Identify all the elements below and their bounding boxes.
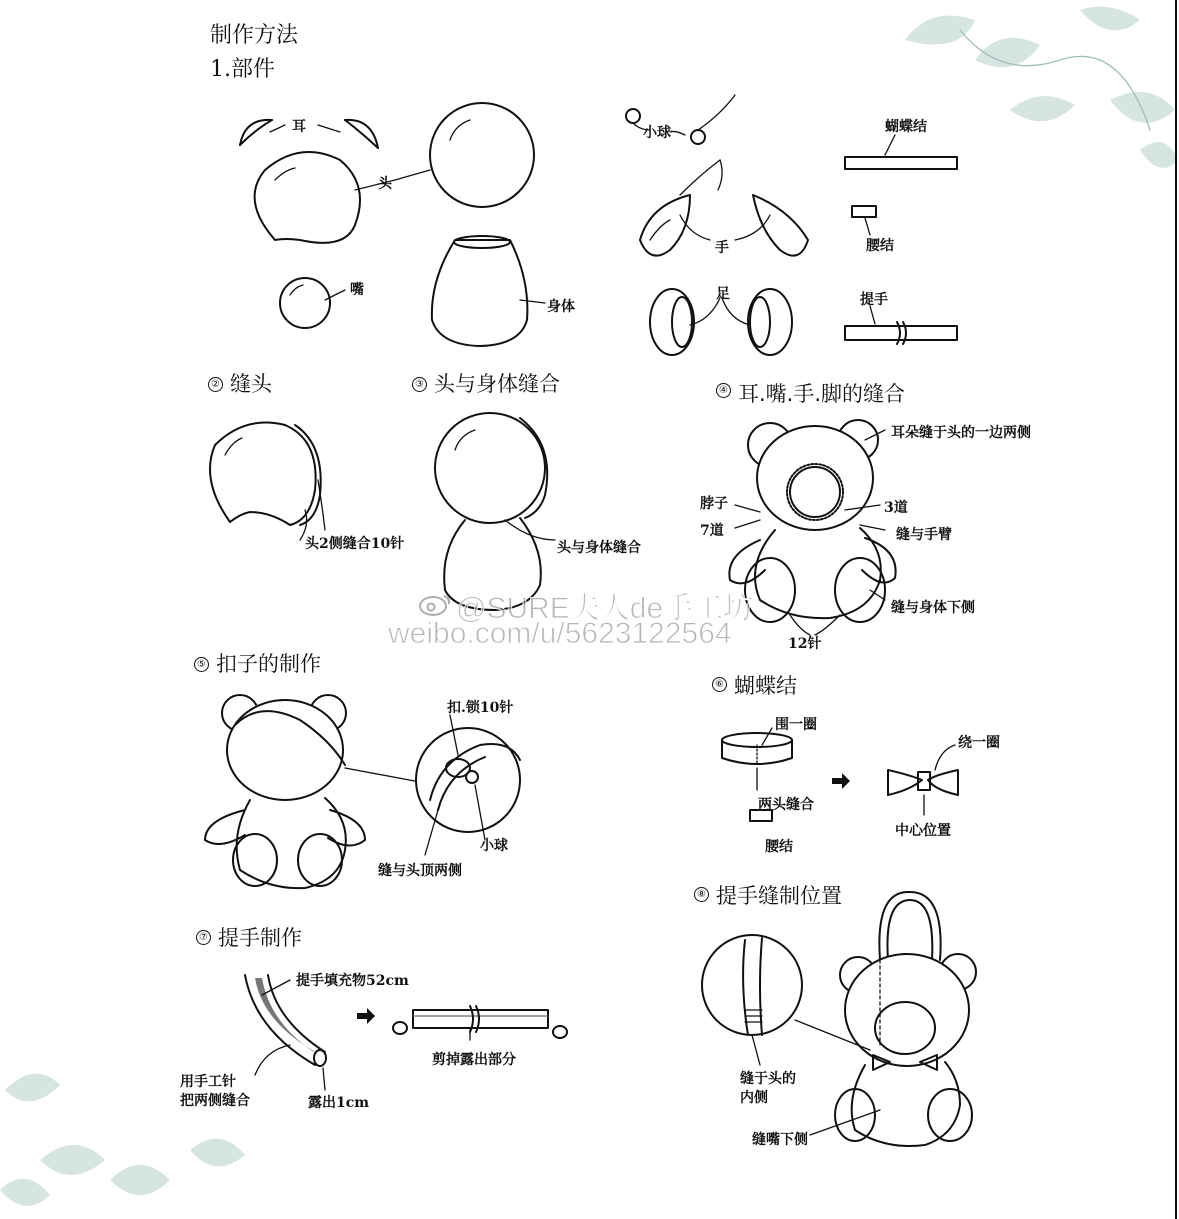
step2-number: ② bbox=[208, 377, 223, 392]
step8-number: ⑧ bbox=[694, 887, 709, 902]
step6-waist-label: 腰结 bbox=[765, 839, 793, 855]
step7-expose-label: 露出1cm bbox=[308, 1095, 370, 1111]
step4-arm-label: 缝与手臂 bbox=[896, 527, 952, 543]
step4-heading: 耳.嘴.手.脚的缝合 bbox=[738, 382, 906, 406]
hand-right-part bbox=[753, 195, 808, 256]
step7-cut-label: 剪掉露出部分 bbox=[432, 1052, 516, 1068]
small-ball-part bbox=[626, 109, 640, 123]
step2-sides-label: 头2侧缝合10针 bbox=[305, 536, 405, 552]
head-label: 头 bbox=[378, 176, 392, 192]
mouth-label: 嘴 bbox=[350, 282, 364, 298]
step3-join-label: 头与身体缝合 bbox=[557, 540, 641, 556]
mouth-part bbox=[280, 278, 330, 328]
bear-with-loop-figure bbox=[205, 695, 365, 888]
step6-heading: 蝴蝶结 bbox=[734, 674, 797, 698]
step4-twelve-label: 12针 bbox=[788, 636, 822, 652]
bow-finished-figure bbox=[888, 770, 958, 795]
step6-coil-label: 绕一圈 bbox=[958, 735, 1000, 751]
step4-three-label: 3道 bbox=[884, 500, 908, 516]
step3-heading: 头与身体缝合 bbox=[434, 372, 560, 396]
step5-number: ⑤ bbox=[194, 657, 209, 672]
handle-tube-straight-figure bbox=[413, 1006, 548, 1032]
waist-knot-label: 腰结 bbox=[866, 238, 894, 254]
step4-neck-label: 脖子 bbox=[700, 496, 728, 512]
step5-ball-label: 小球 bbox=[480, 838, 508, 854]
hand-left-part bbox=[640, 195, 690, 256]
step7-fill-label: 提手填充物52cm bbox=[296, 973, 409, 989]
step8-heading: 提手缝制位置 bbox=[716, 884, 842, 908]
step7-heading: 提手制作 bbox=[218, 926, 302, 950]
bow-ring-figure bbox=[722, 733, 792, 765]
step4-seven-label: 7道 bbox=[700, 523, 724, 539]
step8-inner-label-2: 内侧 bbox=[740, 1090, 768, 1106]
step6-center-label: 中心位置 bbox=[895, 823, 951, 839]
step4-body-low-label: 缝与身体下侧 bbox=[891, 600, 975, 616]
step7-sew-label-1: 用手工针 bbox=[180, 1074, 236, 1090]
step3-number: ③ bbox=[412, 377, 427, 392]
step8-mouth-low-label: 缝嘴下侧 bbox=[752, 1132, 808, 1148]
body-part bbox=[432, 240, 528, 346]
step4-number: ④ bbox=[716, 383, 731, 398]
watermark-handle: @SURE夫人de手工坊 bbox=[456, 592, 754, 625]
joined-head-figure bbox=[435, 413, 545, 523]
step7-number: ⑦ bbox=[196, 930, 211, 945]
sewn-head-figure bbox=[210, 423, 316, 526]
step5-heading: 扣子的制作 bbox=[216, 652, 321, 676]
step8-inner-label-1: 缝于头的 bbox=[740, 1071, 796, 1087]
step6-number: ⑥ bbox=[712, 677, 727, 692]
small-ball-label: 小球 bbox=[643, 125, 671, 141]
step7-sew-label-2: 把两侧缝合 bbox=[180, 1093, 250, 1109]
step2-heading: 缝头 bbox=[230, 372, 272, 396]
handle-label: 提手 bbox=[860, 292, 888, 308]
hand-label: 手 bbox=[715, 240, 729, 256]
arrow-right-icon bbox=[357, 1008, 375, 1024]
foot-label: 足 bbox=[716, 286, 730, 302]
bow-label: 蝴蝶结 bbox=[885, 119, 927, 135]
step6-wrap-label: 围一圈 bbox=[775, 717, 817, 733]
weibo-icon bbox=[418, 592, 452, 616]
page-title: 制作方法 bbox=[210, 23, 299, 48]
step6-ends-label: 两头缝合 bbox=[758, 797, 814, 813]
step5-lock-label: 扣.锁10针 bbox=[447, 700, 514, 716]
step4-ear-label: 耳朵缝于头的一边两侧 bbox=[891, 425, 1031, 441]
bow-strip-part bbox=[845, 157, 957, 169]
handle-detail-zoom bbox=[702, 935, 802, 1035]
bear-with-handle-figure bbox=[835, 892, 976, 1146]
arrow-right-icon bbox=[832, 773, 850, 789]
body-label: 身体 bbox=[547, 299, 575, 315]
step5-top-label: 缝与头顶两侧 bbox=[378, 863, 462, 879]
head-part-front bbox=[255, 152, 360, 243]
parts-heading: 1.部件 bbox=[210, 57, 275, 82]
head-part-back bbox=[430, 103, 534, 207]
ear-label: 耳 bbox=[292, 119, 306, 135]
leaf-decoration-top-right bbox=[905, 7, 1178, 168]
waist-knot-part bbox=[852, 206, 876, 217]
watermark-url: weibo.com/u/5623122564 bbox=[388, 617, 732, 650]
